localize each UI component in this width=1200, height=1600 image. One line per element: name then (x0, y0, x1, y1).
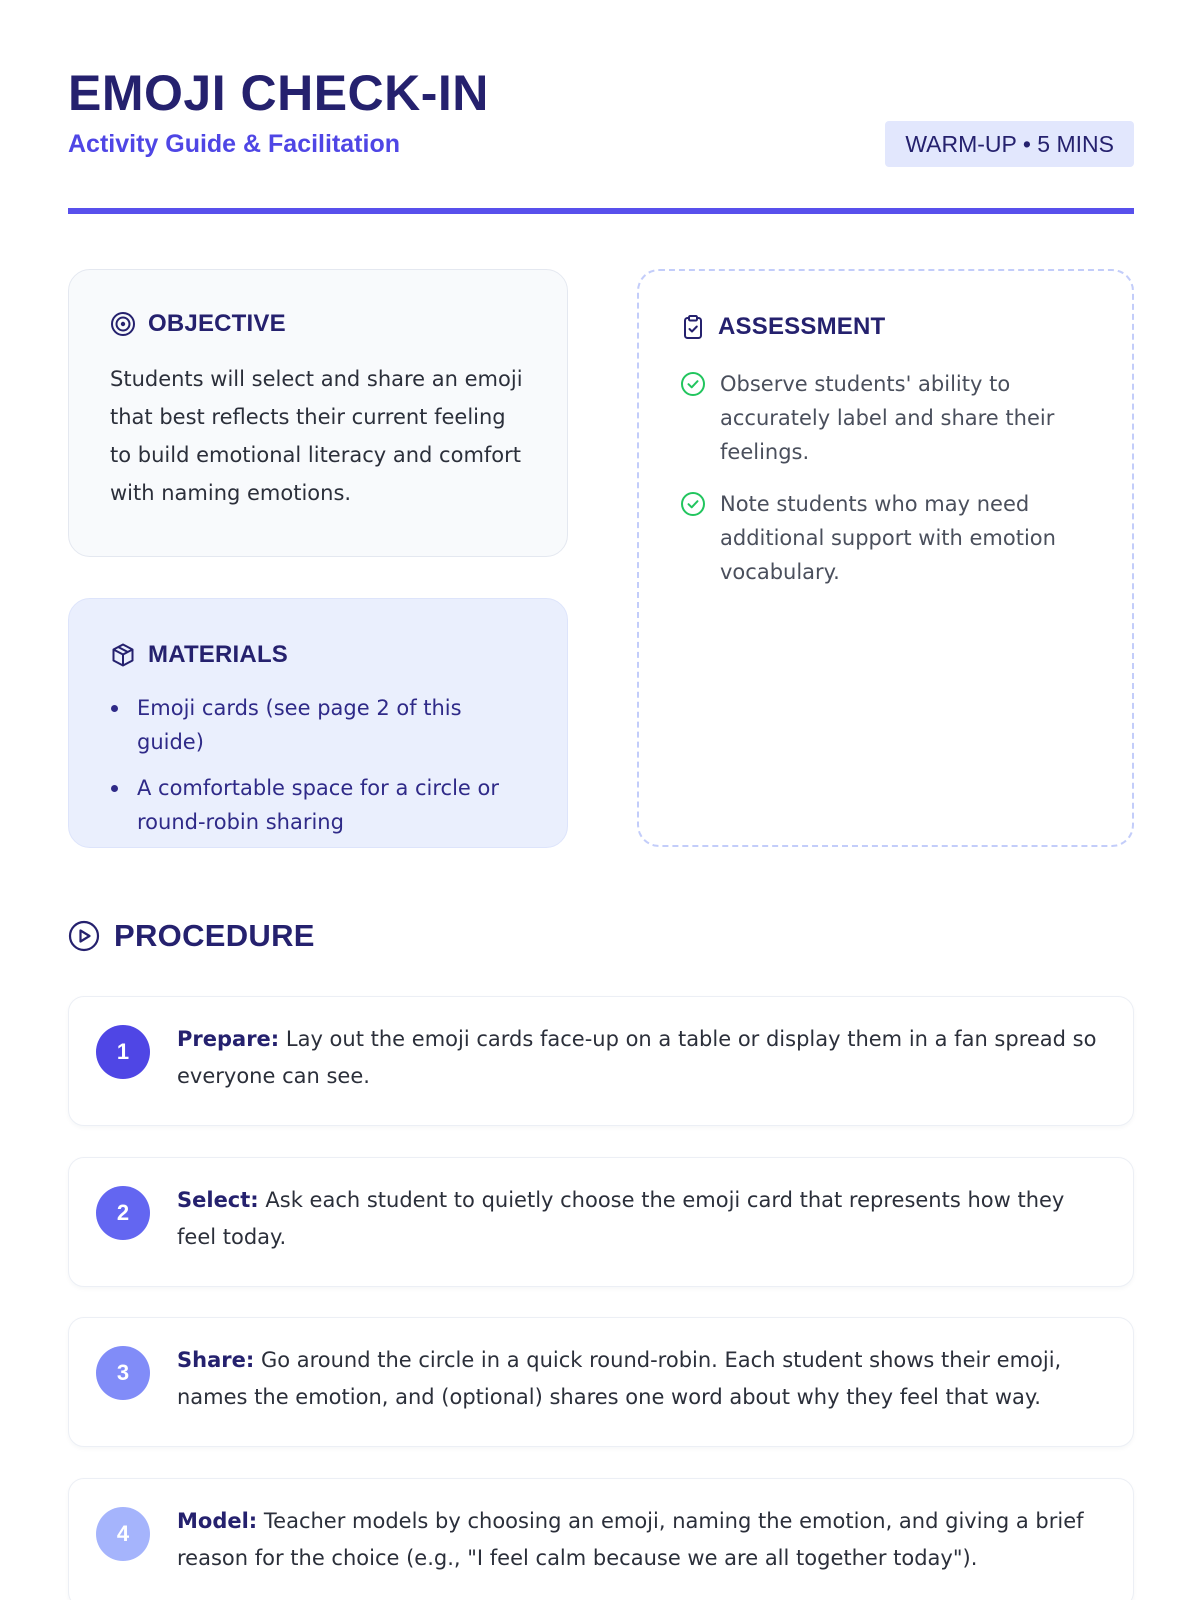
procedure-step (68, 996, 1134, 1126)
procedure-header (68, 918, 315, 954)
clipboard-check-icon (680, 314, 706, 340)
objective-text: Students will select and share an emoji that best reflects their current feeling to build emotional literacy and comfort with naming emotions. (110, 367, 523, 505)
step-number: 2 (96, 1186, 150, 1240)
assessment-heading: ASSESSMENT (718, 313, 886, 340)
check-circle-icon (680, 371, 706, 397)
bullet-icon (111, 705, 118, 712)
objective-header (110, 310, 533, 338)
step-label: Model: (177, 1509, 258, 1533)
page-title: EMOJI CHECK-IN (68, 65, 489, 121)
step-description: Lay out the emoji cards face-up on a table or display them in a fan spread so everyone can see. (177, 1027, 1097, 1088)
step-label: Prepare: (177, 1027, 280, 1051)
assessment-list (680, 367, 1098, 589)
list-item (110, 691, 533, 759)
box-icon (110, 642, 136, 668)
step-number: 4 (96, 1507, 150, 1561)
step-number: 1 (96, 1025, 150, 1079)
procedure-step (68, 1317, 1134, 1447)
step-label: Share: (177, 1348, 255, 1372)
duration-badge: WARM-UP • 5 MINS (885, 121, 1134, 167)
assessment-card (637, 269, 1134, 847)
materials-item-text: A comfortable space for a circle or round-robin sharing (137, 776, 500, 834)
header-divider (68, 208, 1134, 214)
page-subtitle: Activity Guide & Facilitation (68, 130, 400, 158)
step-description: Go around the circle in a quick round-robin. Each student shows their emoji, names the emotion, and (optional) shares one word about why they feel that way. (177, 1348, 1062, 1409)
objective-heading: OBJECTIVE (148, 310, 286, 337)
step-label: Select: (177, 1188, 259, 1212)
step-number: 3 (96, 1346, 150, 1400)
procedure-step (68, 1478, 1134, 1600)
assessment-item-text: Observe students' ability to accurately label and share their feelings. (720, 372, 1055, 464)
assessment-header (680, 313, 1098, 341)
list-item (680, 487, 1098, 589)
step-text (177, 1182, 1107, 1256)
list-item (110, 771, 533, 839)
materials-header (110, 641, 533, 669)
list-item (680, 367, 1098, 469)
materials-card (68, 598, 568, 848)
step-text (177, 1021, 1107, 1095)
play-circle-icon (68, 920, 100, 952)
bullet-icon (111, 785, 118, 792)
materials-list (110, 691, 533, 839)
step-text (177, 1503, 1107, 1577)
step-description: Teacher models by choosing an emoji, naming the emotion, and giving a brief reason for the choice (e.g., "I feel calm because we are all together today"). (177, 1509, 1084, 1570)
step-description: Ask each student to quietly choose the emoji card that represents how they feel today. (177, 1188, 1065, 1249)
procedure-step (68, 1157, 1134, 1287)
procedure-heading: PROCEDURE (114, 918, 315, 953)
materials-heading: MATERIALS (148, 641, 289, 668)
objective-card (68, 269, 568, 557)
assessment-item-text: Note students who may need additional support with emotion vocabulary. (720, 492, 1056, 584)
check-circle-icon (680, 491, 706, 517)
target-icon (110, 311, 136, 337)
materials-item-text: Emoji cards (see page 2 of this guide) (137, 696, 462, 754)
step-text (177, 1342, 1107, 1416)
